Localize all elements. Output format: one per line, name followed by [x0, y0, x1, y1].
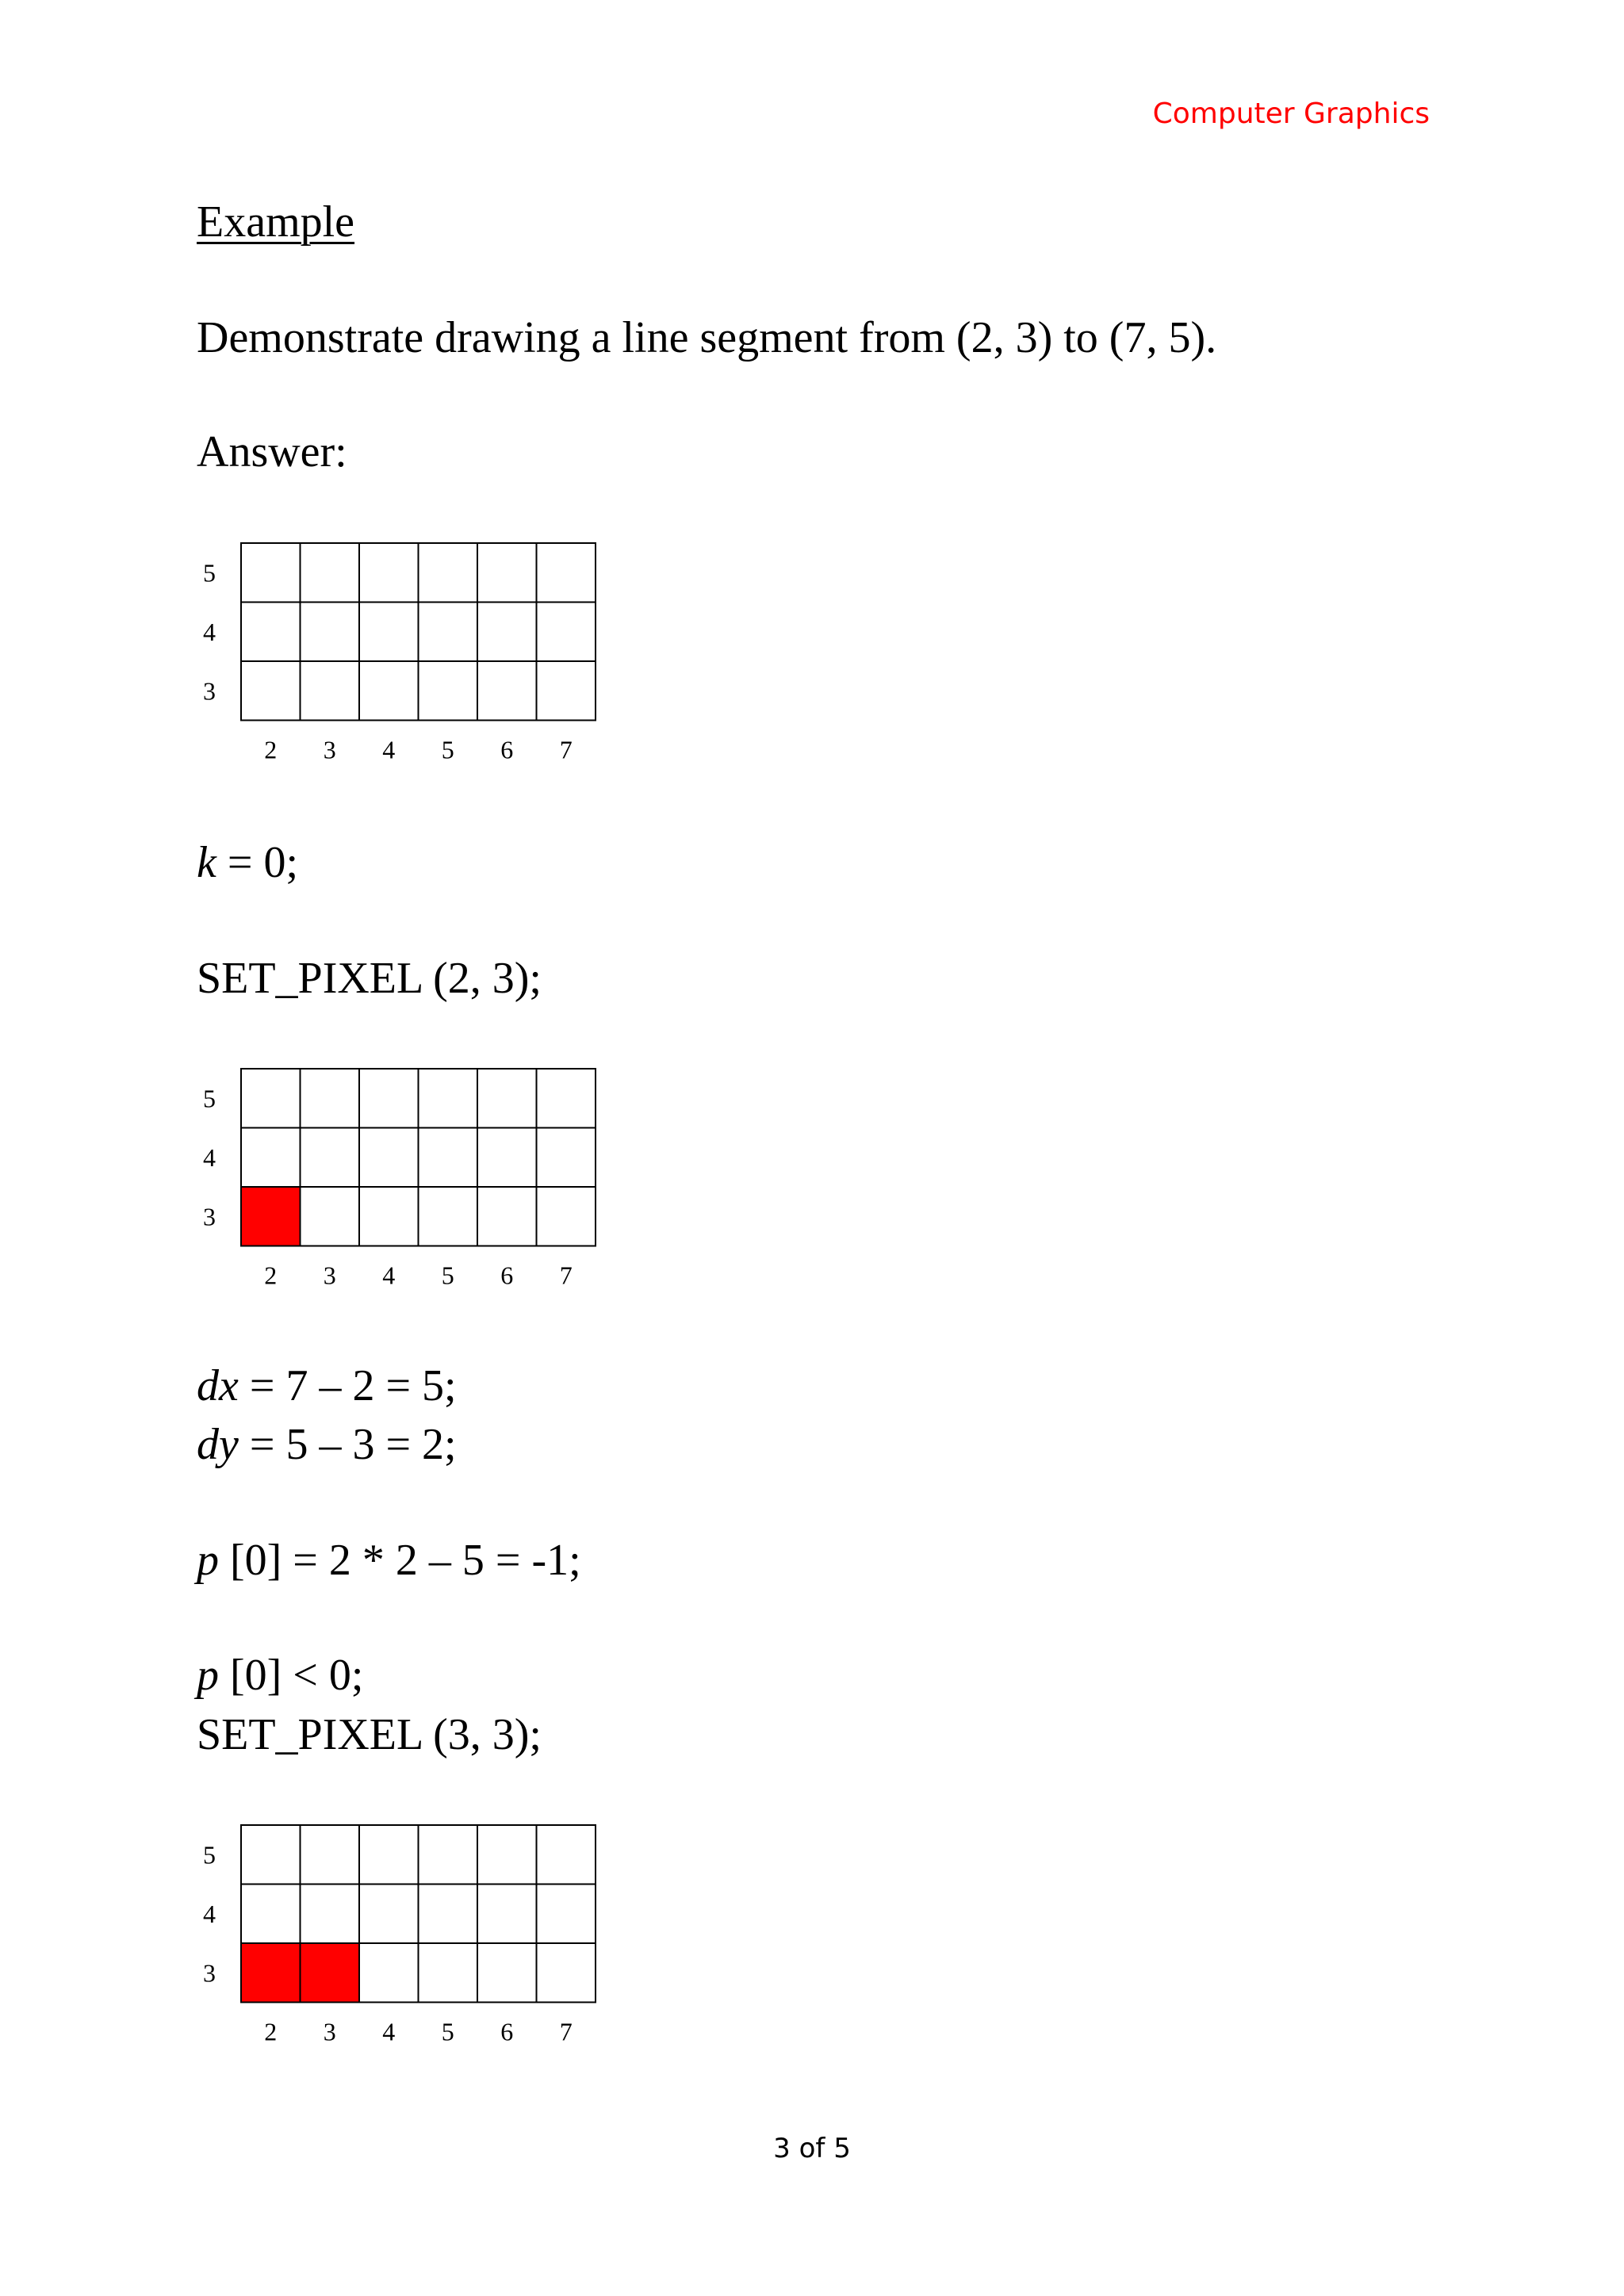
- grid-cell: [537, 661, 596, 721]
- grid-cell: [477, 1187, 537, 1246]
- grid-cell: [359, 1128, 419, 1188]
- dx-variable: dx: [197, 1361, 239, 1410]
- grid-cell: [477, 1825, 537, 1885]
- grid-cell: [477, 1885, 537, 1944]
- course-header: Computer Graphics: [1152, 98, 1430, 130]
- grid-cell: [359, 543, 419, 603]
- y-axis-label: 3: [203, 1958, 216, 1988]
- x-axis-label: 6: [500, 1261, 514, 1290]
- grid-cell: [301, 1885, 360, 1944]
- x-axis-label: 4: [382, 1261, 396, 1290]
- filled-pixel-3-3: [301, 1943, 360, 2003]
- grid-cell: [419, 1885, 478, 1944]
- dx-expression: = 7 – 2 = 5;: [238, 1361, 457, 1410]
- dx-equation: [197, 1361, 457, 1410]
- problem-statement: Demonstrate drawing a line segment from (2, 3) to (7, 5).: [197, 313, 1217, 362]
- y-axis-label: 5: [203, 558, 216, 587]
- grid-cell: [419, 1943, 478, 2003]
- x-axis-label: 3: [323, 735, 336, 764]
- grid-cell: [477, 603, 537, 662]
- p0-condition: [197, 1651, 364, 1700]
- grid-cell: [241, 603, 301, 662]
- grid-cell: [241, 1069, 301, 1128]
- grid-cell: [301, 1128, 360, 1188]
- page-number: 3 of 5: [773, 2133, 851, 2164]
- y-axis-label: 4: [203, 617, 216, 646]
- x-axis-label: 5: [441, 1261, 454, 1290]
- filled-pixel-2-3: [241, 1187, 301, 1246]
- x-axis-label: 2: [264, 2017, 278, 2046]
- pixel-grid-initial: [190, 539, 603, 769]
- grid-cell: [359, 603, 419, 662]
- grid-cell: [301, 543, 360, 603]
- grid-cell: [301, 1187, 360, 1246]
- grid-cell: [359, 1187, 419, 1246]
- grid-cell: [241, 1128, 301, 1188]
- grid-cell: [301, 603, 360, 662]
- grid-cell: [301, 661, 360, 721]
- x-axis-label: 5: [441, 735, 454, 764]
- pixel-grid-step-1: [190, 1065, 603, 1295]
- x-axis-label: 2: [264, 735, 278, 764]
- x-axis-label: 4: [382, 735, 396, 764]
- grid-cell: [419, 1825, 478, 1885]
- step-k: [197, 840, 298, 885]
- y-axis-label: 4: [203, 1899, 216, 1928]
- grid-cell: [419, 1069, 478, 1128]
- y-axis-label: 4: [203, 1142, 216, 1172]
- x-axis-label: 7: [559, 735, 573, 764]
- p0-equation: [197, 1536, 581, 1585]
- grid-cell: [477, 661, 537, 721]
- grid-cell: [359, 1885, 419, 1944]
- grid-cell: [477, 543, 537, 603]
- y-axis-label: 5: [203, 1840, 216, 1869]
- grid-cell: [537, 543, 596, 603]
- x-axis-label: 7: [559, 2017, 573, 2046]
- set-pixel-first: SET_PIXEL (2, 3);: [197, 954, 542, 1003]
- p0-variable: p: [197, 1536, 219, 1585]
- grid-cell: [301, 1069, 360, 1128]
- pixel-grid-step-2: [190, 1821, 603, 2051]
- grid-cell: [419, 543, 478, 603]
- x-axis-label: 5: [441, 2017, 454, 2046]
- grid-cell: [419, 661, 478, 721]
- example-heading: Example: [197, 197, 355, 247]
- x-axis-label: 3: [323, 1261, 336, 1290]
- grid-cell: [537, 1943, 596, 2003]
- grid-cell: [477, 1069, 537, 1128]
- set-pixel-second: SET_PIXEL (3, 3);: [197, 1710, 542, 1759]
- dy-expression: = 5 – 3 = 2;: [238, 1420, 457, 1469]
- grid-cell: [419, 1128, 478, 1188]
- y-axis-label: 5: [203, 1084, 216, 1113]
- grid-cell: [241, 661, 301, 721]
- grid-cell: [419, 603, 478, 662]
- grid-cell: [537, 1825, 596, 1885]
- grid-cell: [359, 1825, 419, 1885]
- grid-cell: [477, 1128, 537, 1188]
- x-axis-label: 6: [500, 2017, 514, 2046]
- grid-cell: [241, 1825, 301, 1885]
- dy-equation: [197, 1422, 457, 1467]
- y-axis-label: 3: [203, 1202, 216, 1231]
- x-axis-label: 7: [559, 1261, 573, 1290]
- grid-cell: [359, 1943, 419, 2003]
- grid-cell: [301, 1825, 360, 1885]
- grid-cell: [537, 1885, 596, 1944]
- x-axis-label: 4: [382, 2017, 396, 2046]
- grid-cell: [419, 1187, 478, 1246]
- y-axis-label: 3: [203, 676, 216, 706]
- grid-cell: [537, 1069, 596, 1128]
- p-condition-variable: p: [197, 1651, 219, 1700]
- grid-cell: [359, 661, 419, 721]
- grid-cell: [537, 1128, 596, 1188]
- answer-label: Answer:: [197, 427, 347, 476]
- grid-cell: [537, 1187, 596, 1246]
- grid-cell: [241, 543, 301, 603]
- x-axis-label: 3: [323, 2017, 336, 2046]
- grid-cell: [477, 1943, 537, 2003]
- x-axis-label: 6: [500, 735, 514, 764]
- grid-cell: [537, 603, 596, 662]
- k-variable: k: [197, 838, 216, 887]
- p-condition-expression: [0] < 0;: [219, 1651, 364, 1700]
- grid-cell: [359, 1069, 419, 1128]
- x-axis-label: 2: [264, 1261, 278, 1290]
- p0-expression: [0] = 2 * 2 – 5 = -1;: [219, 1536, 581, 1585]
- dy-variable: dy: [197, 1420, 239, 1469]
- k-expression: = 0;: [216, 838, 298, 887]
- filled-pixel-2-3: [241, 1943, 301, 2003]
- grid-cell: [241, 1885, 301, 1944]
